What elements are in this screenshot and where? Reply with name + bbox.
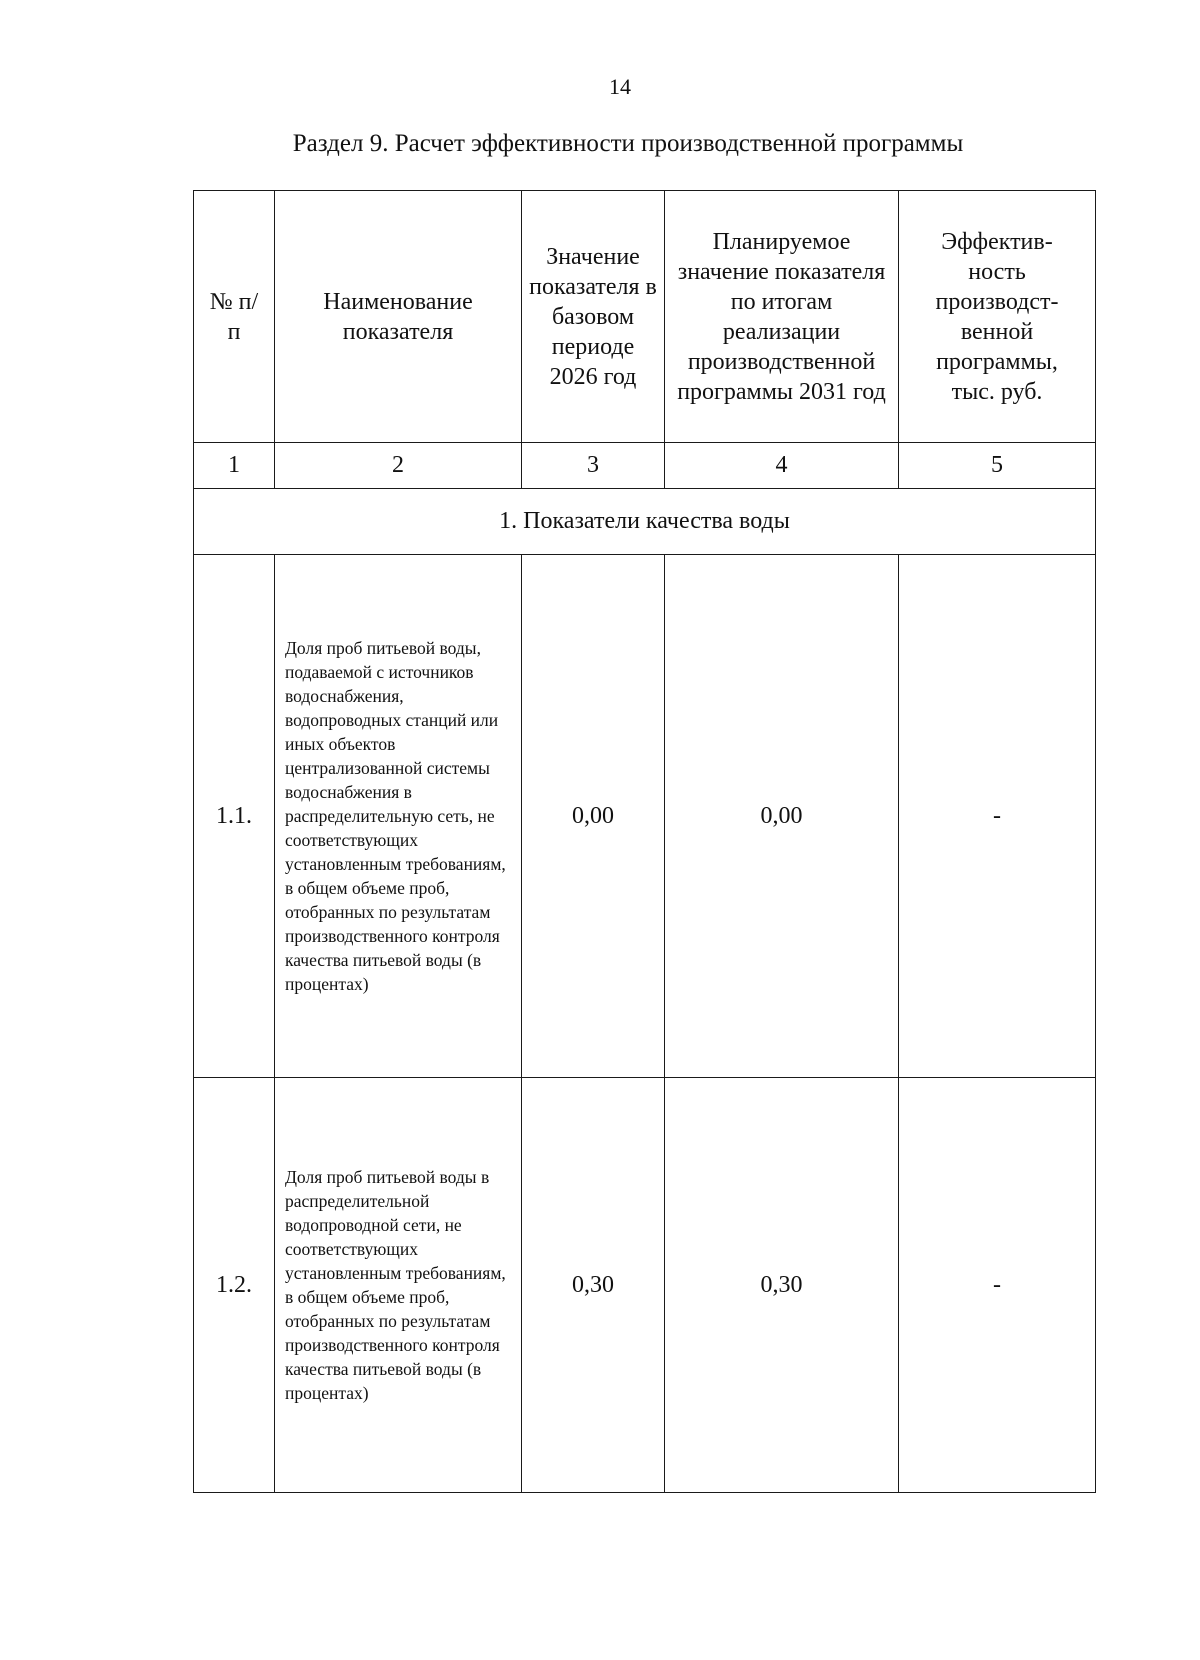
header-indicator-name: Наименование показателя — [275, 191, 522, 443]
planned-value: 0,30 — [665, 1078, 899, 1493]
column-number: 3 — [522, 443, 665, 489]
header-base-value: Значение показателя в базовом периоде 2026 год — [522, 191, 665, 443]
table-row — [194, 1078, 1096, 1493]
column-number: 2 — [275, 443, 522, 489]
column-numbers-row — [194, 443, 1096, 489]
section-row — [194, 489, 1096, 555]
indicator-name: Доля проб питьевой воды, подаваемой с источников водоснабжения, водопроводных станций или иных объектов централизованной системы водоснабжения в распределительную сеть, не соответствующих установленным требованиям, в общем объеме проб, отобранных по результатам производственного контроля качества питьевой воды (в процентах) — [275, 555, 522, 1078]
header-planned-value: Планируемое значение показателя по итогам реализации производственной программы 2031 год — [665, 191, 899, 443]
table-header-row — [194, 191, 1096, 443]
planned-value: 0,00 — [665, 555, 899, 1078]
indicators-table — [193, 190, 1096, 1493]
header-efficiency: Эффектив-ность производст-венной программы, тыс. руб. — [899, 191, 1096, 443]
column-number: 5 — [899, 443, 1096, 489]
base-value: 0,00 — [522, 555, 665, 1078]
base-value: 0,30 — [522, 1078, 665, 1493]
indicators-table-frame — [193, 190, 1095, 1492]
efficiency-value: - — [899, 555, 1096, 1078]
column-number: 4 — [665, 443, 899, 489]
table-row — [194, 555, 1096, 1078]
header-number: № п/п — [194, 191, 275, 443]
indicator-name: Доля проб питьевой воды в распределительной водопроводной сети, не соответствующих установленным требованиям, в общем объеме проб, отобранных по результатам производственного контроля качества питьевой воды (в процентах) — [275, 1078, 522, 1493]
efficiency-value: - — [899, 1078, 1096, 1493]
page-number: 14 — [609, 74, 631, 99]
column-number: 1 — [194, 443, 275, 489]
section-heading: 1. Показатели качества воды — [194, 489, 1096, 555]
section-title: Раздел 9. Расчет эффективности производственной программы — [292, 130, 964, 157]
row-number: 1.2. — [194, 1078, 275, 1493]
row-number: 1.1. — [194, 555, 275, 1078]
